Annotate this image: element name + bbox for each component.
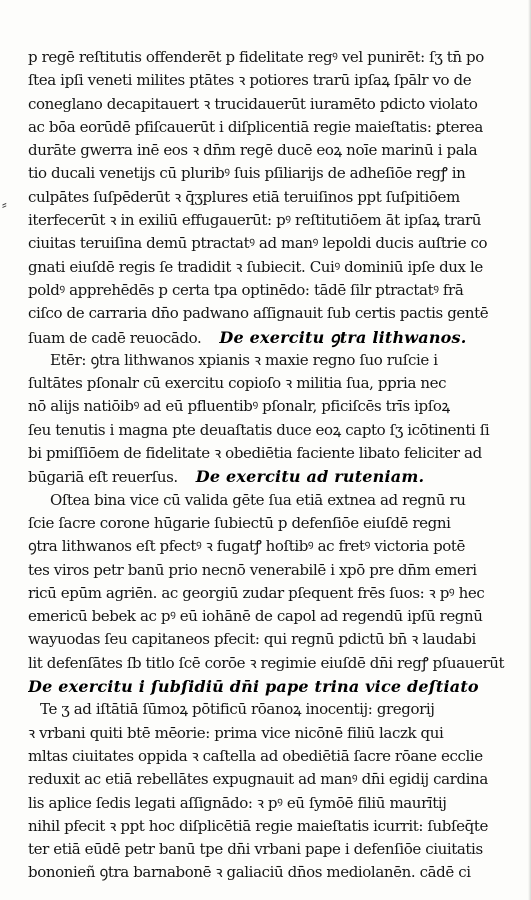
text-line bbox=[28, 535, 510, 558]
text-line bbox=[28, 419, 510, 442]
line-text: ſcie ſacre corone hūgarie ſubiectū p defenſiōe eiuſdē regni bbox=[28, 513, 451, 532]
text-line bbox=[28, 768, 510, 791]
line-text: poldꝰ apprehēdēs p certa tpa optinēdo: tādē ſilr ptractatꝰ frā bbox=[28, 280, 464, 299]
text-line bbox=[28, 279, 510, 302]
text-line bbox=[28, 162, 510, 185]
line-text: ꝛ vrbani quiti btē mēorie: prima vice nicōnē filiū laczk qui bbox=[28, 723, 444, 742]
text-line bbox=[28, 559, 510, 582]
line-text: Etēr: ꝯtra lithwanos xpianis ꝛ maxie regno ſuo ruſcie i bbox=[50, 350, 438, 369]
section-heading: De exercitu ꝯtra lithwanos. bbox=[219, 327, 467, 347]
text-line bbox=[28, 302, 510, 325]
line-text: ac bōa eorūdē pfiſcauerūt i diſplicentiā regie maieſtatis: ꝑterea bbox=[28, 117, 483, 136]
line-text: būgariā eſt reuerſus. bbox=[28, 468, 178, 487]
text-line bbox=[28, 349, 510, 372]
line-text: culpātes ſuſpēderūt ꝛ q̄ʒplures etiā teruiſinos ppt ſuſpitiōem bbox=[28, 187, 460, 206]
line-text: reduxit ac etiā rebellātes expugnauit ad manꝰ dn̄i egidij cardina bbox=[28, 770, 488, 789]
text-line bbox=[28, 605, 510, 628]
line-text: ſultātes pſonalr cū exercitu copioſo ꝛ militia ſua, ppria nec bbox=[28, 374, 447, 393]
text-line bbox=[28, 512, 510, 535]
text-line bbox=[28, 489, 510, 512]
line-text: ſuam de cadē reuocādo. bbox=[28, 328, 202, 347]
text-line bbox=[28, 93, 510, 116]
line-text: nihil pfecit ꝛ ppt hoc diſplicētiā regie maieſtatis icurrit: ſubſeq̄te bbox=[28, 816, 488, 835]
line-text: Oſtea bina vice cū valida gēte ſua etiā extnea ad regnū ru bbox=[50, 490, 466, 509]
text-line bbox=[28, 139, 510, 162]
text-line bbox=[28, 326, 510, 349]
line-text: tio ducali venetijs cū pluribꝰ ſuis pſiliarijs de adheſiōe regꝭ in bbox=[28, 164, 466, 183]
line-text: ricū epūm agriēn. ac georgiū zudar pſequent frēs ſuos: ꝛ pꝰ hec bbox=[28, 583, 485, 602]
text-line bbox=[28, 395, 510, 418]
line-text: lis aplice ſedis legati aſſignādo: ꝛ pꝰ eū ſymōē filiū maurītij bbox=[28, 793, 447, 812]
line-text: ciuitas teruiſina demū ptractatꝰ ad manꝰ lepoldi ducis auſtrie co bbox=[28, 234, 488, 253]
section-heading: De exercitu ad ruteniam. bbox=[195, 467, 425, 487]
text-line bbox=[28, 232, 510, 255]
text-line bbox=[28, 652, 510, 675]
text-line bbox=[28, 116, 510, 139]
text-line bbox=[28, 442, 510, 465]
text-line bbox=[28, 256, 510, 279]
text-column bbox=[28, 46, 510, 885]
text-line bbox=[28, 792, 510, 815]
line-text: iterfecerūt ꝛ in exiliū effugauerūt: pꝰ reſtitutiōem āt ipſaꝝ trarū bbox=[28, 211, 482, 230]
text-line bbox=[28, 372, 510, 395]
text-line bbox=[28, 838, 510, 861]
line-text: gnati eiuſdē regis ſe tradidit ꝛ ſubiecit. Cuiꝰ dominiū ipſe dux le bbox=[28, 257, 483, 276]
text-line bbox=[28, 186, 510, 209]
line-text: p regē reſtitutis offenderēt p fidelitate regꝰ vel punirēt: ſʒ tn̄ po bbox=[28, 48, 484, 66]
text-line bbox=[28, 698, 510, 721]
line-text: emericū bebek ac pꝰ eū iohānē de capol ad regendū ipſū regnū bbox=[28, 607, 483, 626]
line-text: ter etiā eūdē petr banū tpe dn̄i vrbani pape i defenſiōe ciuitatis bbox=[28, 840, 483, 859]
line-text: ciſco de carraria dn̄o padwano aſſignauit ſub certis pactis gentē bbox=[28, 304, 489, 323]
text-line bbox=[28, 815, 510, 838]
text-line bbox=[28, 861, 510, 884]
text-line bbox=[28, 46, 510, 69]
line-text: ſeu tenutis i magna pte deuaſtatis duce eoꝝ capto ſʒ icōtinenti ſi bbox=[28, 420, 490, 439]
line-text: Te ʒ ad iſtātiā ſūmoꝝ pōtificū rōanoꝝ inocentij: gregorij bbox=[40, 700, 435, 719]
text-line bbox=[28, 69, 510, 92]
section-heading: De exercitu i ſubſidiū dn̄i pape trina vice deſtiato bbox=[28, 677, 479, 697]
text-line bbox=[28, 465, 510, 488]
line-text: mltas ciuitates oppida ꝛ caſtella ad obediētiā ſacre rōane ecclie bbox=[28, 746, 483, 765]
line-text: bononieñ ꝯtra barnabonē ꝛ galiaciū dn̄os mediolanēn. cādē ci bbox=[28, 863, 471, 882]
text-line bbox=[28, 209, 510, 232]
line-text: lit defenſātes ſb titlo ſcē corōe ꝛ regimie eiuſdē dn̄i regꝭ pſuauerūt bbox=[28, 653, 505, 672]
line-text: ſtea ipſi veneti milites ptātes ꝛ potiores trarū ipſaꝝ ſpālr vo de bbox=[28, 71, 472, 90]
line-text: tes viros petr banū prio necnō venerabilē i xpō pre dn̄m emeri bbox=[28, 560, 477, 579]
text-line bbox=[28, 745, 510, 768]
text-line bbox=[28, 582, 510, 605]
text-line bbox=[28, 675, 510, 698]
marginal-mark: ⸗ bbox=[2, 197, 7, 213]
line-text: bi pmiſſiōem de fidelitate ꝛ obediētia faciente libato feliciter ad bbox=[28, 444, 482, 463]
text-line bbox=[28, 628, 510, 651]
line-text: durāte gwerra inē eos ꝛ dn̄m regē ducē eoꝝ noīe marinū i pala bbox=[28, 141, 478, 160]
line-text: coneglano decapitauert ꝛ trucidauerūt iuramēto pdicto violato bbox=[28, 94, 478, 113]
line-text: nō alijs natiōibꝰ ad eū pfluentibꝰ pſonalr, pficiſcēs trīs ipſoꝝ bbox=[28, 397, 450, 416]
line-text: ꝯtra lithwanos eſt pfectꝰ ꝛ fugatꝭ hoſtibꝰ ac fretꝰ victoria potē bbox=[28, 537, 466, 556]
text-line bbox=[28, 722, 510, 745]
line-text: wayuodas ſeu capitaneos pfecit: qui regnū pdictū bn̄ ꝛ laudabi bbox=[28, 630, 476, 649]
